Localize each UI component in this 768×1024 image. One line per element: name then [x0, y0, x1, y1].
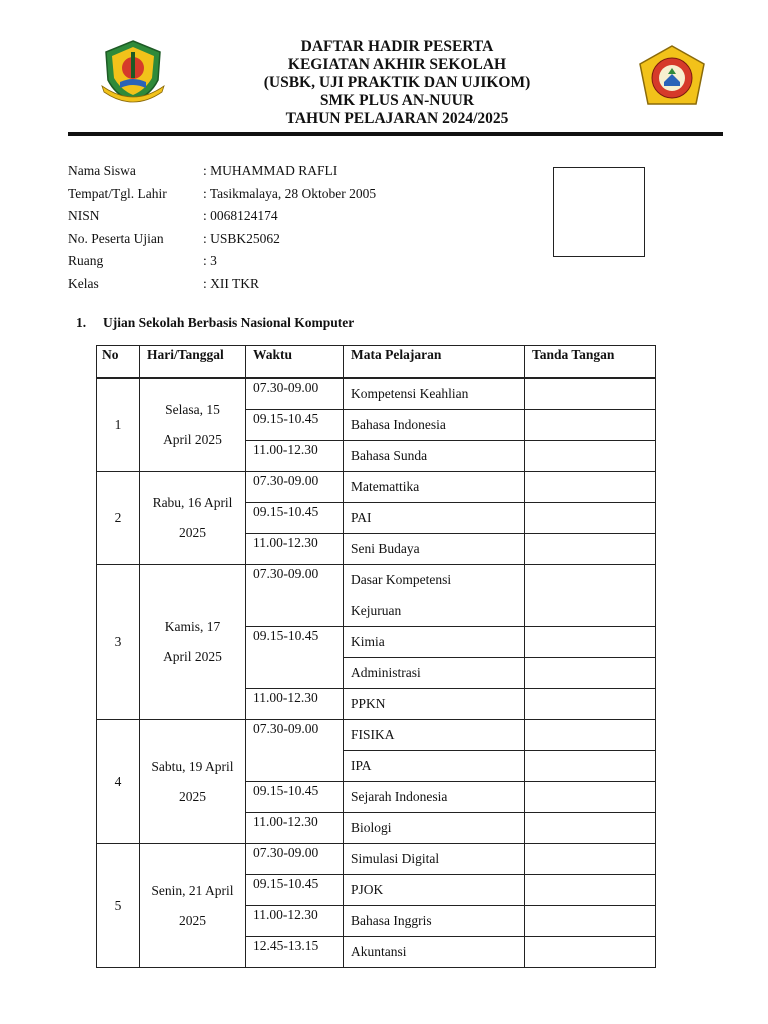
subject-cell: Kejuruan	[344, 596, 525, 627]
section-number: 1.	[76, 315, 87, 330]
time-cell: 11.00-12.30	[246, 813, 344, 844]
subject-cell: Matemattika	[344, 472, 525, 503]
subject-cell: Bahasa Indonesia	[344, 410, 525, 441]
signature-cell[interactable]	[525, 379, 656, 410]
signature-cell[interactable]	[525, 782, 656, 813]
section-heading	[76, 315, 354, 331]
info-value: : Tasikmalaya, 28 Oktober 2005	[203, 185, 377, 201]
day-date	[140, 565, 246, 720]
info-row-name	[68, 163, 376, 186]
west-java-emblem-icon	[98, 38, 168, 104]
day-date-line: Senin, 21 April	[151, 882, 234, 898]
time-cell: 07.30-09.00	[246, 844, 344, 875]
info-label: NISN	[68, 208, 100, 224]
day-number: 1	[97, 379, 140, 472]
title-line: TAHUN PELAJARAN 2024/2025	[285, 110, 509, 127]
day-date	[140, 379, 246, 472]
info-row-room	[68, 253, 376, 276]
day-date	[140, 844, 246, 968]
time-cell: 11.00-12.30	[246, 534, 344, 565]
time-cell: 09.15-10.45	[246, 410, 344, 441]
column-header: Waktu	[246, 346, 344, 378]
info-row-class	[68, 276, 376, 299]
table-header-row	[97, 346, 656, 378]
day-date-line: April 2025	[163, 649, 222, 664]
signature-cell[interactable]	[525, 534, 656, 565]
subject-cell: Biologi	[344, 813, 525, 844]
column-header: Mata Pelajaran	[344, 346, 525, 378]
signature-cell[interactable]	[525, 689, 656, 720]
subject-cell: Seni Budaya	[344, 534, 525, 565]
column-header: No	[97, 346, 140, 378]
day-date-line: April 2025	[163, 432, 222, 447]
info-value: : USBK25062	[203, 230, 280, 246]
day-date-line: 2025	[179, 912, 206, 928]
photo-placeholder	[553, 167, 645, 257]
column-header: Tanda Tangan	[525, 346, 656, 378]
time-cell: 09.15-10.45	[246, 503, 344, 534]
signature-cell[interactable]	[525, 844, 656, 875]
info-label: Nama Siswa	[68, 163, 136, 178]
info-value: : XII TKR	[203, 275, 259, 291]
title-line: KEGIATAN AKHIR SEKOLAH	[287, 56, 507, 73]
table-row	[97, 379, 656, 410]
time-cell: 07.30-09.00	[246, 472, 344, 503]
time-cell: 09.15-10.45	[246, 782, 344, 813]
time-cell: 07.30-09.00	[246, 720, 344, 782]
signature-cell[interactable]	[525, 472, 656, 503]
signature-cell[interactable]	[525, 720, 656, 751]
subject-cell: Bahasa Inggris	[344, 906, 525, 937]
subject-cell: IPA	[344, 751, 525, 782]
day-date-line: 2025	[179, 525, 206, 540]
info-value: : 0068124174	[203, 208, 278, 224]
student-info	[68, 163, 376, 299]
signature-cell[interactable]	[525, 503, 656, 534]
info-row-exam-number	[68, 231, 376, 254]
subject-cell: PJOK	[344, 875, 525, 906]
exam-schedule-table	[96, 345, 656, 968]
title-line: DAFTAR HADIR PESERTA	[300, 38, 494, 55]
day-date	[140, 472, 246, 565]
subject-cell: Bahasa Sunda	[344, 441, 525, 472]
title-line: (USBK, UJI PRAKTIK DAN UJIKOM)	[263, 74, 531, 91]
time-cell: 12.45-13.15	[246, 937, 344, 968]
info-row-nisn	[68, 208, 376, 231]
info-value: : 3	[203, 253, 217, 269]
time-cell: 07.30-09.00	[246, 379, 344, 410]
subject-cell: Kimia	[344, 627, 525, 658]
day-date-line: Sabtu, 19 April	[151, 758, 234, 774]
signature-cell[interactable]	[525, 813, 656, 844]
signature-cell[interactable]	[525, 441, 656, 472]
table-row	[97, 565, 656, 596]
subject-cell: Sejarah Indonesia	[344, 782, 525, 813]
time-cell: 11.00-12.30	[246, 441, 344, 472]
time-cell: 11.00-12.30	[246, 906, 344, 937]
subject-cell: PAI	[344, 503, 525, 534]
signature-cell[interactable]	[525, 410, 656, 441]
subject-cell: PPKN	[344, 689, 525, 720]
subject-cell: Akuntansi	[344, 937, 525, 968]
signature-cell[interactable]	[525, 937, 656, 968]
time-cell: 07.30-09.00	[246, 565, 344, 627]
table-row	[97, 472, 656, 503]
subject-cell: FISIKA	[344, 720, 525, 751]
time-cell: 11.00-12.30	[246, 689, 344, 720]
subject-cell: Simulasi Digital	[344, 844, 525, 875]
day-number: 4	[97, 720, 140, 844]
info-label: Tempat/Tgl. Lahir	[68, 185, 167, 201]
signature-cell[interactable]	[525, 565, 656, 627]
day-date-line: Selasa, 15	[165, 402, 220, 417]
signature-cell[interactable]	[525, 751, 656, 782]
table-row	[97, 844, 656, 875]
document-title	[160, 38, 634, 128]
signature-cell[interactable]	[525, 627, 656, 658]
column-header: Hari/Tanggal	[140, 346, 246, 378]
time-cell: 09.15-10.45	[246, 875, 344, 906]
signature-cell[interactable]	[525, 875, 656, 906]
day-number: 2	[97, 472, 140, 565]
signature-cell[interactable]	[525, 658, 656, 689]
day-date-line: Kamis, 17	[164, 619, 221, 634]
signature-cell[interactable]	[525, 906, 656, 937]
day-number: 5	[97, 844, 140, 968]
info-value: : MUHAMMAD RAFLI	[203, 163, 338, 178]
subject-cell: Administrasi	[344, 658, 525, 689]
subject-cell: Kompetensi Keahlian	[344, 379, 525, 410]
day-date-line: 2025	[179, 788, 206, 804]
school-emblem-icon	[636, 44, 708, 108]
info-label: Kelas	[68, 275, 99, 291]
table-row	[97, 720, 656, 751]
time-cell: 09.15-10.45	[246, 627, 344, 689]
section-title: Ujian Sekolah Berbasis Nasional Komputer	[103, 315, 355, 330]
title-line: SMK PLUS AN-NUUR	[319, 92, 475, 109]
day-number: 3	[97, 565, 140, 720]
info-label: Ruang	[68, 253, 104, 269]
day-date	[140, 720, 246, 844]
header-divider	[68, 132, 723, 136]
info-row-birth	[68, 186, 376, 209]
subject-cell: Dasar Kompetensi	[344, 565, 525, 596]
day-date-line: Rabu, 16 April	[152, 495, 233, 510]
info-label: No. Peserta Ujian	[68, 230, 164, 246]
